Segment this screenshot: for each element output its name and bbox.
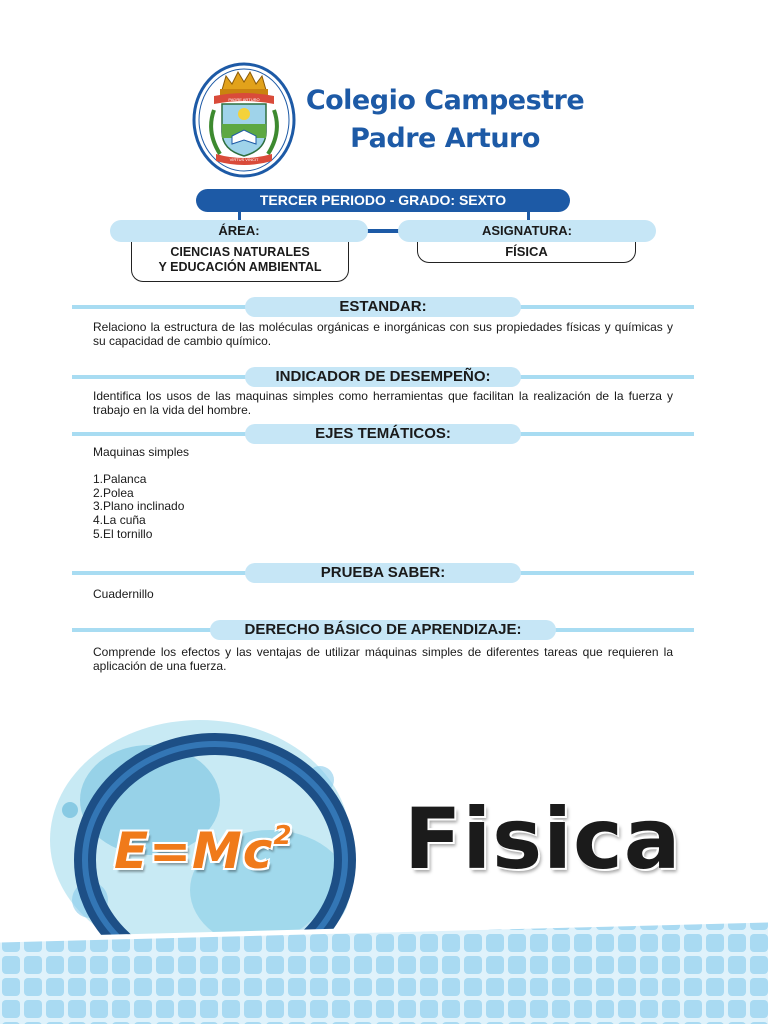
school-crest-logo xyxy=(192,62,296,178)
indicador-text: Identifica los usos de las maquinas simples como herramientas que facilitan la realización de la fuerza y trabajo en la vida del hombre. xyxy=(93,389,673,417)
list-item: 2.Polea xyxy=(93,485,134,500)
formula-text: E=Mc xyxy=(114,822,274,880)
school-name-line1: Colegio Campestre xyxy=(305,85,585,116)
section-title-estandar: ESTANDAR: xyxy=(245,297,521,317)
ejes-intro: Maquinas simples xyxy=(93,445,190,459)
derecho-text: Comprende los efectos y las ventajas de utilizar máquinas simples de diferentes tareas que requieren la aplicación de una fuerza. xyxy=(93,645,673,673)
section-title-indicador: INDICADOR DE DESEMPEÑO: xyxy=(245,367,521,387)
estandar-text: Relaciono la estructura de las moléculas orgánicas e inorgánicas con sus propiedades físicas y químicas y su capacidad de cambio químico. xyxy=(93,320,673,348)
ejes-list xyxy=(93,446,493,541)
subject-value: FÍSICA xyxy=(505,244,548,259)
area-heading: ÁREA: xyxy=(110,220,368,242)
section-title-ejes: EJES TEMÁTICOS: xyxy=(245,424,521,444)
area-line1: CIENCIAS NATURALES xyxy=(170,245,310,259)
connector-link xyxy=(364,229,402,233)
area-line2: Y EDUCACIÓN AMBIENTAL xyxy=(158,260,322,274)
prueba-text: Cuadernillo xyxy=(93,587,154,601)
period-grade-banner: TERCER PERIODO - GRADO: SEXTO xyxy=(196,189,570,212)
list-item: 5.El tornillo xyxy=(93,526,153,541)
subject-box xyxy=(417,242,636,263)
emc2-formula xyxy=(114,822,293,880)
area-box xyxy=(131,242,349,282)
crest-ribbon-top: PADRE ARTURO xyxy=(228,97,260,102)
list-item: 4.La cuña xyxy=(93,512,146,527)
section-title-derecho: DERECHO BÁSICO DE APRENDIZAJE: xyxy=(210,620,556,640)
crest-ribbon-bottom: VIRTUS VINCIT xyxy=(229,157,259,162)
formula-exponent: 2 xyxy=(273,821,293,852)
list-item: 3.Plano inclinado xyxy=(93,499,185,514)
school-name xyxy=(300,82,590,158)
section-title-prueba: PRUEBA SABER: xyxy=(245,563,521,583)
subject-heading: ASIGNATURA: xyxy=(398,220,656,242)
school-name-line2: Padre Arturo xyxy=(350,123,540,154)
list-item: 1.Palanca xyxy=(93,472,147,487)
fisica-title-art: Fisica xyxy=(404,790,682,888)
